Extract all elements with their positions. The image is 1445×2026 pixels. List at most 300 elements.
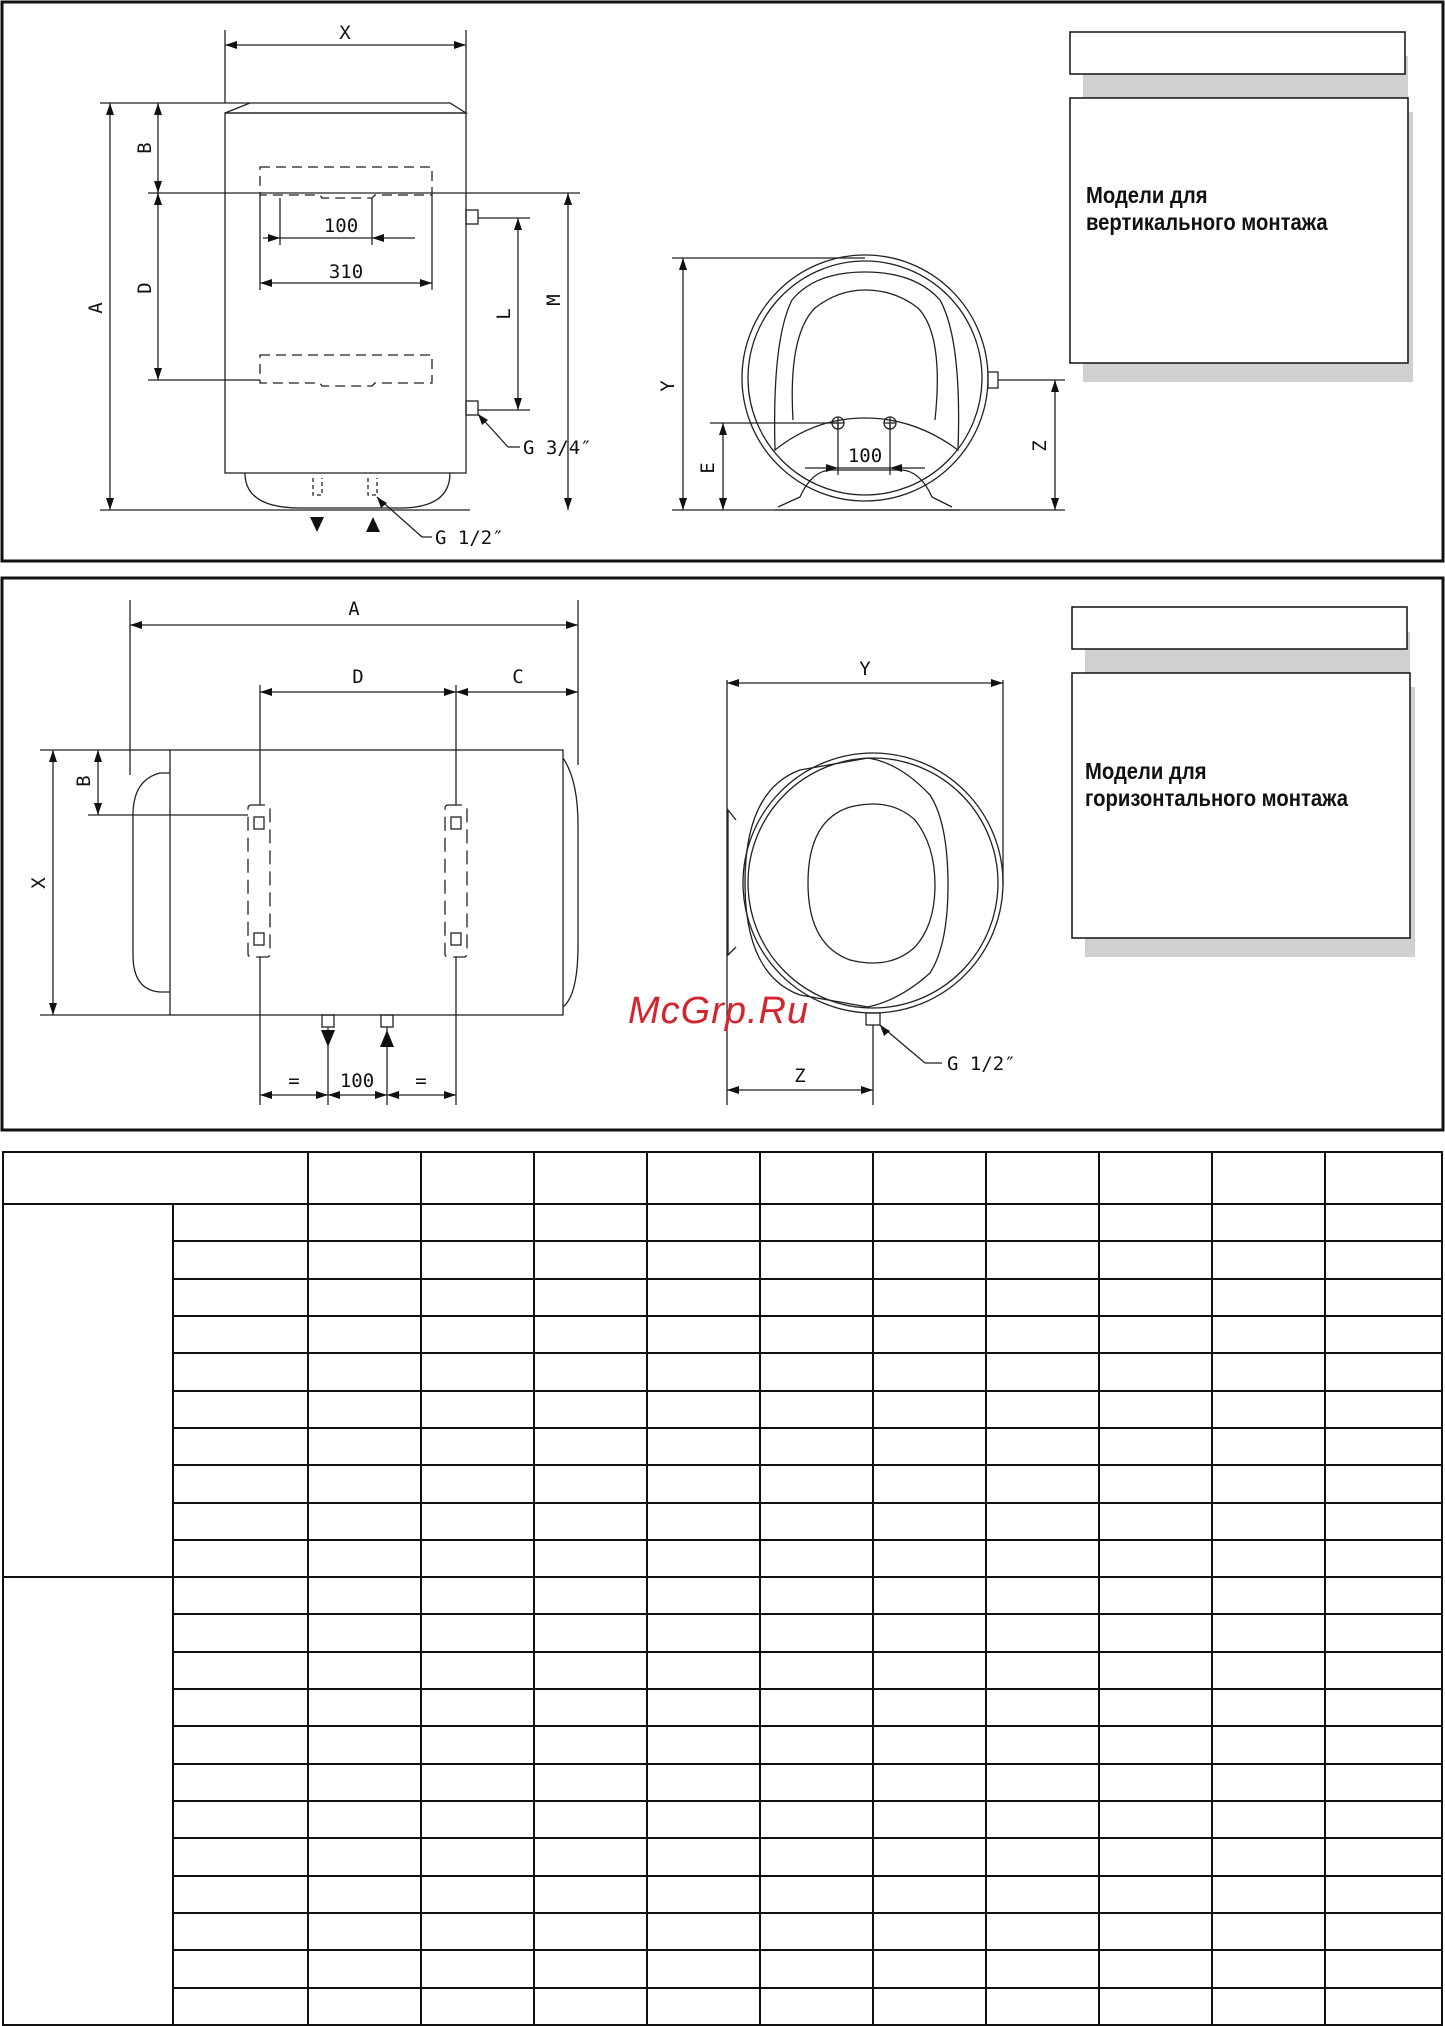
table-cell [1212, 1801, 1325, 1838]
table-cell [534, 1279, 647, 1316]
table-cell [1212, 1353, 1325, 1390]
table-row [3, 1913, 1442, 1950]
table-row [3, 1876, 1442, 1913]
table-cell [760, 1652, 873, 1689]
table-cell [173, 1540, 308, 1577]
table-cell [647, 1577, 760, 1614]
table-cell [534, 1913, 647, 1950]
table-cell [760, 1838, 873, 1875]
table-cell [986, 1391, 1099, 1428]
table-cell [1325, 1838, 1442, 1875]
table-cell [534, 1353, 647, 1390]
table-cell [421, 1950, 534, 1987]
table-cell [534, 1764, 647, 1801]
table-cell [986, 1838, 1099, 1875]
table-header-cell [421, 1152, 534, 1204]
table-cell [760, 1764, 873, 1801]
table-cell [308, 1950, 421, 1987]
table-cell [173, 1652, 308, 1689]
table-cell [173, 1391, 308, 1428]
table-cell [308, 1316, 421, 1353]
table-cell [986, 1689, 1099, 1726]
table-cell [1325, 1241, 1442, 1278]
table-cell [647, 1391, 760, 1428]
label-g34: G 3/4″ [523, 437, 592, 459]
table-cell [760, 1950, 873, 1987]
table-cell [173, 1726, 308, 1763]
table-cell [1212, 1577, 1325, 1614]
table-cell [873, 1614, 986, 1651]
horizontal-label-line1: Модели для [1085, 758, 1207, 784]
dim-m: M [543, 294, 565, 306]
table-cell [308, 1801, 421, 1838]
table-header-cell [1325, 1152, 1442, 1204]
table-cell [173, 1988, 308, 2025]
table-cell [873, 1652, 986, 1689]
table-row [3, 1503, 1442, 1540]
table-cell [1212, 1838, 1325, 1875]
table-cell [647, 1503, 760, 1540]
dim-d-horizontal: D [352, 666, 364, 688]
table-cell [647, 1614, 760, 1651]
dim-100-horizontal: 100 [339, 1070, 375, 1092]
table-cell [1099, 1465, 1212, 1502]
table-cell [421, 1279, 534, 1316]
table-cell [421, 1353, 534, 1390]
table-header-row [3, 1152, 1442, 1204]
dim-x-horizontal: X [28, 877, 50, 889]
table-cell [760, 1241, 873, 1278]
vertical-label-line2: вертикального монтажа [1086, 209, 1328, 235]
table-cell [1212, 1689, 1325, 1726]
table-cell [986, 1353, 1099, 1390]
table-cell [986, 1764, 1099, 1801]
table-cell [421, 1652, 534, 1689]
table-cell [1212, 1614, 1325, 1651]
table-cell [1212, 1876, 1325, 1913]
table-cell [1099, 1726, 1212, 1763]
table-cell [986, 1241, 1099, 1278]
table-row [3, 1950, 1442, 1987]
table-row [3, 1988, 1442, 2025]
table-cell [1212, 1503, 1325, 1540]
table-cell [647, 1988, 760, 2025]
table-cell [873, 1391, 986, 1428]
table-header-cell [534, 1152, 647, 1204]
table-cell [308, 1279, 421, 1316]
table-cell [986, 1988, 1099, 2025]
table-cell [173, 1316, 308, 1353]
table-cell [1212, 1540, 1325, 1577]
table-cell [1212, 1465, 1325, 1502]
table-cell [421, 1391, 534, 1428]
table-row [3, 1726, 1442, 1763]
table-cell [308, 1204, 421, 1241]
table-cell [760, 1577, 873, 1614]
table-cell [647, 1316, 760, 1353]
table-cell [873, 1353, 986, 1390]
table-cell [1099, 1764, 1212, 1801]
table-cell [1099, 1577, 1212, 1614]
table-cell [1099, 1241, 1212, 1278]
dim-d: D [134, 282, 156, 294]
table-row [3, 1316, 1442, 1353]
table-cell [986, 1279, 1099, 1316]
table-cell [986, 1652, 1099, 1689]
table-cell [534, 1950, 647, 1987]
horizontal-label-line2: горизонтального монтажа [1085, 785, 1349, 811]
table-cell [760, 1540, 873, 1577]
table-cell [873, 1540, 986, 1577]
dim-c: C [512, 666, 524, 688]
table-cell [1212, 1428, 1325, 1465]
table-cell [1325, 1988, 1442, 2025]
label-g12-bottom: G 1/2″ [947, 1053, 1016, 1075]
table-cell [873, 1465, 986, 1502]
table-cell [308, 1614, 421, 1651]
table-cell [1212, 1913, 1325, 1950]
table-cell [534, 1838, 647, 1875]
table-cell [308, 1913, 421, 1950]
table-cell [1099, 1913, 1212, 1950]
table-cell [534, 1577, 647, 1614]
table-cell [647, 1353, 760, 1390]
table-cell [873, 1801, 986, 1838]
table-cell [760, 1428, 873, 1465]
table-cell [173, 1428, 308, 1465]
table-header-cell [1099, 1152, 1212, 1204]
table-row [3, 1577, 1442, 1614]
table-cell [308, 1428, 421, 1465]
table-cell [873, 1689, 986, 1726]
table-cell [986, 1801, 1099, 1838]
table-cell [1099, 1279, 1212, 1316]
table-cell [873, 1726, 986, 1763]
table-header-cell [308, 1152, 421, 1204]
table-cell [534, 1801, 647, 1838]
table-cell [421, 1838, 534, 1875]
table-cell [873, 1204, 986, 1241]
dim-z-side: Z [1029, 440, 1051, 452]
table-cell [1212, 1316, 1325, 1353]
table-cell [421, 1241, 534, 1278]
table-cell [986, 1316, 1099, 1353]
table-row [3, 1391, 1442, 1428]
table-cell [1325, 1689, 1442, 1726]
dim-y-horizontal: Y [859, 658, 871, 680]
table-cell [1099, 1204, 1212, 1241]
table-cell [1099, 1353, 1212, 1390]
table-cell [308, 1353, 421, 1390]
table-cell [760, 1689, 873, 1726]
table-header-cell [760, 1152, 873, 1204]
dim-100-circle: 100 [847, 445, 883, 467]
table-cell [647, 1428, 760, 1465]
table-cell [873, 1950, 986, 1987]
table-cell [173, 1241, 308, 1278]
dim-b-horizontal: B [73, 775, 95, 787]
table-cell [173, 1764, 308, 1801]
horizontal-models-label [1085, 758, 1348, 812]
table-row [3, 1279, 1442, 1316]
table-cell [1325, 1353, 1442, 1390]
table-cell [873, 1503, 986, 1540]
dim-a-horizontal: A [348, 598, 360, 620]
table-cell [534, 1391, 647, 1428]
table-cell [760, 1503, 873, 1540]
table-cell [534, 1726, 647, 1763]
table-cell [1325, 1540, 1442, 1577]
table-cell [1325, 1801, 1442, 1838]
table-cell [308, 1391, 421, 1428]
table-cell [986, 1465, 1099, 1502]
table-cell [173, 1353, 308, 1390]
table-cell [1212, 1988, 1325, 2025]
table-cell [760, 1279, 873, 1316]
table-header-cell [873, 1152, 986, 1204]
table-cell [421, 1614, 534, 1651]
table-cell [760, 1465, 873, 1502]
table-group-cell [3, 1204, 173, 1577]
table-cell [1325, 1726, 1442, 1763]
table-cell [173, 1950, 308, 1987]
table-cell [1325, 1391, 1442, 1428]
table-cell [1099, 1689, 1212, 1726]
table-cell [1212, 1391, 1325, 1428]
table-cell [421, 1876, 534, 1913]
table-cell [1325, 1503, 1442, 1540]
watermark: McGrp.Ru [628, 990, 810, 1032]
table-cell [534, 1241, 647, 1278]
table-cell [873, 1988, 986, 2025]
table-cell [986, 1428, 1099, 1465]
table-cell [421, 1316, 534, 1353]
table-cell [647, 1204, 760, 1241]
table-cell [986, 1204, 1099, 1241]
table-cell [986, 1614, 1099, 1651]
label-g12-top: G 1/2″ [435, 527, 504, 549]
table-cell [1099, 1876, 1212, 1913]
table-cell [647, 1540, 760, 1577]
table-cell [421, 1540, 534, 1577]
dim-y-side: Y [657, 380, 679, 392]
table-cell [1212, 1241, 1325, 1278]
dim-z-horizontal: Z [794, 1065, 806, 1087]
table-cell [873, 1428, 986, 1465]
table-cell [647, 1279, 760, 1316]
table-header-cell [986, 1152, 1099, 1204]
table-row [3, 1204, 1442, 1241]
table-cell [421, 1764, 534, 1801]
table-cell [534, 1652, 647, 1689]
table-cell [1099, 1801, 1212, 1838]
table-cell [1325, 1316, 1442, 1353]
table-cell [173, 1503, 308, 1540]
table-cell [647, 1950, 760, 1987]
table-cell [1212, 1950, 1325, 1987]
horizontal-mounting-diagram [0, 575, 1445, 1135]
table-cell [534, 1316, 647, 1353]
table-cell [1099, 1391, 1212, 1428]
table-cell [873, 1577, 986, 1614]
table-cell [873, 1279, 986, 1316]
table-cell [308, 1577, 421, 1614]
table-cell [308, 1689, 421, 1726]
table-cell [421, 1726, 534, 1763]
dim-b: B [134, 142, 156, 154]
dim-100-bracket: 100 [323, 215, 359, 237]
table-cell [1212, 1204, 1325, 1241]
table-cell [1099, 1614, 1212, 1651]
table-cell [173, 1465, 308, 1502]
table-header-cell [647, 1152, 760, 1204]
table-cell [534, 1876, 647, 1913]
table-cell [308, 1764, 421, 1801]
table-cell [534, 1689, 647, 1726]
table-cell [873, 1764, 986, 1801]
table-cell [1325, 1950, 1442, 1987]
table-row [3, 1764, 1442, 1801]
table-row [3, 1689, 1442, 1726]
table-cell [986, 1950, 1099, 1987]
table-row [3, 1353, 1442, 1390]
dim-a: A [85, 302, 107, 314]
table-cell [173, 1838, 308, 1875]
table-cell [647, 1241, 760, 1278]
table-cell [1325, 1652, 1442, 1689]
table-cell [421, 1689, 534, 1726]
table-cell [308, 1540, 421, 1577]
table-cell [173, 1876, 308, 1913]
table-cell [647, 1689, 760, 1726]
table-cell [873, 1913, 986, 1950]
table-cell [760, 1988, 873, 2025]
table-cell [760, 1726, 873, 1763]
table-row [3, 1838, 1442, 1875]
table-cell [986, 1876, 1099, 1913]
table-cell [647, 1838, 760, 1875]
table-cell [308, 1988, 421, 2025]
table-cell [308, 1726, 421, 1763]
table-cell [173, 1614, 308, 1651]
table-cell [760, 1316, 873, 1353]
table-cell [173, 1577, 308, 1614]
table-cell [1212, 1764, 1325, 1801]
table-cell [873, 1241, 986, 1278]
table-cell [1099, 1316, 1212, 1353]
table-cell [1099, 1428, 1212, 1465]
table-cell [986, 1540, 1099, 1577]
table-cell [1325, 1764, 1442, 1801]
table-row [3, 1241, 1442, 1278]
table-cell [1325, 1614, 1442, 1651]
dim-310: 310 [328, 261, 364, 283]
table-cell [760, 1913, 873, 1950]
table-cell [760, 1801, 873, 1838]
vertical-models-label [1086, 182, 1328, 236]
table-cell [760, 1353, 873, 1390]
table-cell [421, 1428, 534, 1465]
table-cell [1325, 1279, 1442, 1316]
table-cell [1099, 1540, 1212, 1577]
table-cell [1325, 1465, 1442, 1502]
table-cell [421, 1801, 534, 1838]
vertical-label-line1: Модели для [1086, 182, 1208, 208]
table-cell [308, 1652, 421, 1689]
table-cell [1099, 1838, 1212, 1875]
table-cell [647, 1764, 760, 1801]
table-cell [534, 1465, 647, 1502]
table-cell [1325, 1204, 1442, 1241]
table-cell [1099, 1503, 1212, 1540]
table-cell [760, 1876, 873, 1913]
table-cell [986, 1577, 1099, 1614]
table-cell [1212, 1652, 1325, 1689]
table-cell [534, 1540, 647, 1577]
table-cell [986, 1503, 1099, 1540]
table-cell [1099, 1988, 1212, 2025]
table-cell [1099, 1950, 1212, 1987]
table-row [3, 1428, 1442, 1465]
table-cell [173, 1689, 308, 1726]
dim-e: E [697, 462, 719, 474]
table-cell [308, 1503, 421, 1540]
table-cell [1325, 1428, 1442, 1465]
table-cell [1325, 1577, 1442, 1614]
table-cell [421, 1988, 534, 2025]
dim-x: X [339, 22, 351, 44]
table-cell [308, 1465, 421, 1502]
table-cell [308, 1241, 421, 1278]
table-cell [173, 1913, 308, 1950]
specifications-table [2, 1151, 1443, 2026]
table-cell [986, 1913, 1099, 1950]
table-row [3, 1614, 1442, 1651]
dim-eq-left: = [288, 1070, 300, 1092]
table-cell [1212, 1279, 1325, 1316]
table-cell [534, 1503, 647, 1540]
table-row [3, 1465, 1442, 1502]
table-cell [173, 1204, 308, 1241]
table-cell [986, 1726, 1099, 1763]
table-cell [1325, 1913, 1442, 1950]
table-cell [173, 1279, 308, 1316]
table-cell [534, 1988, 647, 2025]
table-header-cell [1212, 1152, 1325, 1204]
table-cell [1325, 1876, 1442, 1913]
table-cell [873, 1316, 986, 1353]
table-row [3, 1540, 1442, 1577]
table-cell [647, 1913, 760, 1950]
dim-eq-right: = [415, 1070, 427, 1092]
table-cell [760, 1391, 873, 1428]
table-cell [760, 1614, 873, 1651]
table-cell [534, 1204, 647, 1241]
table-cell [308, 1876, 421, 1913]
table-cell [1099, 1652, 1212, 1689]
table-cell [647, 1465, 760, 1502]
table-cell [647, 1801, 760, 1838]
table-group-cell [3, 1577, 173, 2025]
table-cell [421, 1913, 534, 1950]
table-row [3, 1801, 1442, 1838]
table-cell [647, 1652, 760, 1689]
table-cell [421, 1577, 534, 1614]
table-cell [647, 1726, 760, 1763]
table-cell [873, 1838, 986, 1875]
table-cell [421, 1204, 534, 1241]
table-cell [534, 1428, 647, 1465]
